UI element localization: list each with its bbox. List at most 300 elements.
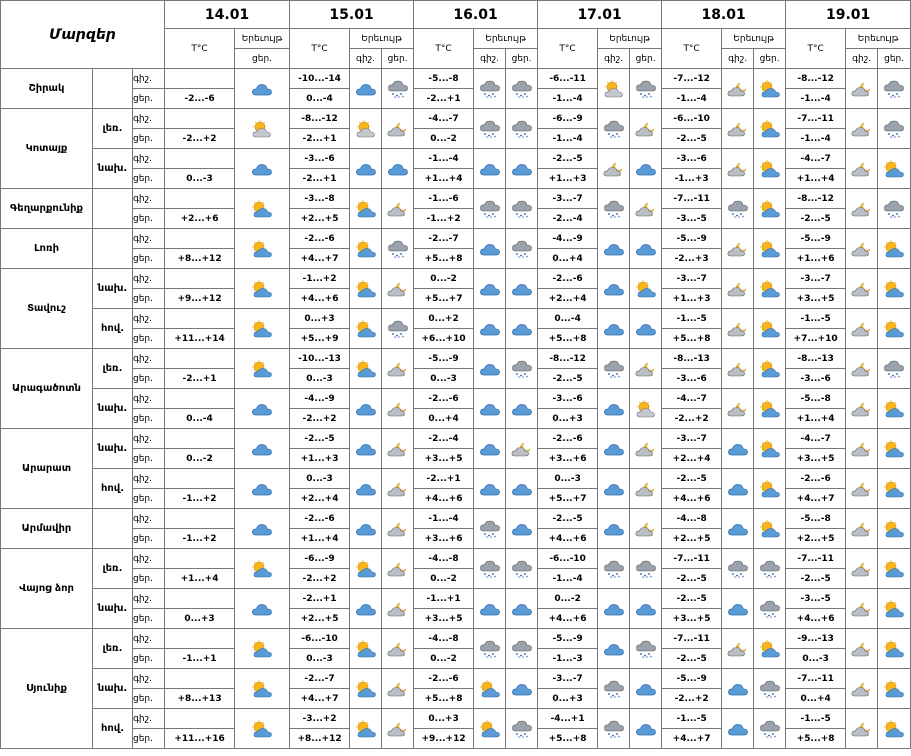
cloud-icon [598, 309, 630, 349]
cloud-icon [474, 309, 506, 349]
day-label: ցեր. [133, 89, 165, 109]
cloud-icon [598, 389, 630, 429]
temperature-range: -4...-8 [414, 549, 474, 569]
cloud-icon [598, 469, 630, 509]
cloud-snow-icon [474, 509, 506, 549]
day-label: ցեր. [133, 289, 165, 309]
cloud-moon-icon [722, 309, 754, 349]
cloud-snow-icon [506, 69, 538, 109]
temperature-range: -2...-6 [290, 509, 350, 529]
province-name: Արագածոտն [1, 349, 93, 429]
temperature-range: 0...+3 [165, 609, 235, 629]
day-label: ցեր. [133, 169, 165, 189]
temperature-range: -3...-6 [290, 149, 350, 169]
temperature-range: -4...-8 [662, 509, 722, 529]
date-header: 17.01 [538, 1, 662, 29]
temperature-range: -2...-4 [414, 429, 474, 449]
table-row [1, 469, 911, 489]
temperature-range: +9...+12 [165, 289, 235, 309]
sun-cloud-blue-icon [754, 269, 786, 309]
temperature-range: -1...-4 [538, 89, 598, 109]
night-label: գիշ. [133, 269, 165, 289]
temperature-range: -5...-9 [414, 349, 474, 369]
night-label: գիշ. [133, 149, 165, 169]
temperature-range: +2...+4 [538, 289, 598, 309]
cloud-icon [506, 389, 538, 429]
temperature-range: 0...-3 [538, 469, 598, 489]
night-label: գիշ. [133, 229, 165, 249]
sun-cloud-blue-icon [878, 709, 911, 749]
temperature-range: -2...-5 [538, 369, 598, 389]
day-label: ցեր. [133, 249, 165, 269]
temperature-range: -4...-9 [538, 229, 598, 249]
sun-cloud-grey-icon [235, 109, 290, 149]
weather-column-header: Երեւույթ [722, 29, 786, 49]
day-column-header: ցեր. [630, 49, 662, 69]
cloud-icon [630, 309, 662, 349]
temperature-range: -1...-4 [414, 149, 474, 169]
weather-column-header: Երեւույթ [846, 29, 911, 49]
sun-cloud-blue-icon [474, 709, 506, 749]
temperature-range [165, 229, 235, 249]
temperature-range [165, 269, 235, 289]
zone-name: նախ. [93, 269, 133, 309]
cloud-icon [506, 309, 538, 349]
temperature-range: -1...-4 [662, 89, 722, 109]
temperature-range: -2...-6 [786, 469, 846, 489]
table-row [1, 589, 911, 609]
temperature-range: -2...-5 [786, 209, 846, 229]
temperature-range: -8...-12 [290, 109, 350, 129]
temperature-range: -2...+1 [290, 129, 350, 149]
cloud-icon [350, 389, 382, 429]
sun-cloud-blue-icon [754, 429, 786, 469]
cloud-moon-icon [722, 109, 754, 149]
night-column-header: գիշ. [722, 49, 754, 69]
temperature-range: -3...-6 [662, 149, 722, 169]
temperature-range: -4...-7 [662, 389, 722, 409]
night-label: գիշ. [133, 469, 165, 489]
temperature-range: 0...-2 [414, 129, 474, 149]
sun-cloud-blue-icon [878, 149, 911, 189]
temperature-range: -4...-8 [414, 629, 474, 649]
temperature-range: -2...-6 [538, 269, 598, 289]
night-label: գիշ. [133, 509, 165, 529]
day-label: ցեր. [133, 329, 165, 349]
province-name: Գեղարքունիք [1, 189, 93, 229]
temperature-range: -2...-7 [290, 669, 350, 689]
temperature-range: -1...-4 [786, 89, 846, 109]
zone-name [93, 69, 133, 109]
temperature-range: +1...+4 [786, 409, 846, 429]
sun-cloud-grey-icon [630, 389, 662, 429]
temperature-range: +5...+8 [662, 329, 722, 349]
temperature-range: -3...-8 [290, 189, 350, 209]
temperature-range: -2...+2 [662, 689, 722, 709]
zone-name: լեռ. [93, 349, 133, 389]
cloud-snow-icon [506, 229, 538, 269]
temperature-range: +1...+3 [662, 289, 722, 309]
temperature-range: 0...-2 [538, 589, 598, 609]
temperature-range: +4...+6 [786, 609, 846, 629]
cloud-icon [474, 469, 506, 509]
temperature-range: -8...-12 [786, 69, 846, 89]
cloud-icon [506, 669, 538, 709]
cloud-icon [722, 469, 754, 509]
sun-cloud-blue-icon [878, 669, 911, 709]
temperature-range: +1...+3 [538, 169, 598, 189]
temperature-range: -1...+1 [414, 589, 474, 609]
temperature-range: 0...-3 [290, 649, 350, 669]
cloud-icon [722, 429, 754, 469]
cloud-snow-icon [878, 349, 911, 389]
temperature-range: +4...+6 [290, 289, 350, 309]
sun-cloud-blue-icon [235, 709, 290, 749]
zone-name [93, 189, 133, 229]
temperature-range: -2...-5 [662, 569, 722, 589]
cloud-moon-icon [846, 669, 878, 709]
temperature-range: -2...+2 [290, 409, 350, 429]
temperature-range: +5...+9 [290, 329, 350, 349]
cloud-moon-icon [846, 269, 878, 309]
temperature-range: -3...-7 [662, 269, 722, 289]
temperature-range: 0...-3 [290, 469, 350, 489]
temperature-range: 0...-4 [290, 89, 350, 109]
temperature-range: +3...+6 [414, 529, 474, 549]
temperature-range: +11...+14 [165, 329, 235, 349]
cloud-moon-icon [722, 229, 754, 269]
cloud-icon [235, 509, 290, 549]
temperature-range: -3...-6 [538, 389, 598, 409]
temperature-range: -3...-5 [662, 209, 722, 229]
temperature-range: -5...-9 [786, 229, 846, 249]
temperature-range: -4...-9 [290, 389, 350, 409]
temperature-range: +2...+4 [290, 489, 350, 509]
day-label: ցեր. [133, 569, 165, 589]
night-label: գիշ. [133, 69, 165, 89]
temperature-range: +3...+5 [786, 449, 846, 469]
date-header: 14.01 [165, 1, 290, 29]
temperature-range: 0...-3 [165, 169, 235, 189]
cloud-icon [722, 589, 754, 629]
temperature-range: 0...+3 [538, 409, 598, 429]
cloud-icon [630, 229, 662, 269]
cloud-snow-icon [598, 109, 630, 149]
night-column-header: գիշ. [474, 49, 506, 69]
temperature-range [165, 69, 235, 89]
cloud-icon [722, 709, 754, 749]
sun-cloud-blue-icon [350, 229, 382, 269]
temperature-range: -2...+1 [290, 589, 350, 609]
day-label: ցեր. [133, 609, 165, 629]
sun-cloud-grey-icon [598, 69, 630, 109]
zone-name: նախ. [93, 389, 133, 429]
temperature-range: -6...-10 [538, 549, 598, 569]
cloud-moon-icon [630, 349, 662, 389]
sun-cloud-grey-icon [350, 109, 382, 149]
date-header: 18.01 [662, 1, 786, 29]
cloud-moon-icon [846, 429, 878, 469]
sun-cloud-blue-icon [350, 189, 382, 229]
sun-cloud-blue-icon [474, 669, 506, 709]
cloud-snow-icon [474, 549, 506, 589]
temperature-range: +1...+4 [786, 169, 846, 189]
cloud-icon [235, 469, 290, 509]
cloud-moon-icon [630, 189, 662, 229]
cloud-snow-icon [630, 629, 662, 669]
cloud-snow-icon [754, 549, 786, 589]
temperature-range [165, 389, 235, 409]
cloud-moon-icon [382, 509, 414, 549]
temperature-range: -2...+1 [290, 169, 350, 189]
cloud-snow-icon [598, 189, 630, 229]
temperature-range: 0...+4 [786, 689, 846, 709]
province-name: Տավուշ [1, 269, 93, 349]
cloud-icon [722, 669, 754, 709]
temperature-range: +4...+7 [786, 489, 846, 509]
temperature-range: -2...+2 [165, 129, 235, 149]
cloud-snow-icon [382, 69, 414, 109]
sun-cloud-blue-icon [878, 269, 911, 309]
day-column-header: ցեր. [235, 49, 290, 69]
sun-cloud-blue-icon [754, 189, 786, 229]
temperature-range: -3...+2 [290, 709, 350, 729]
sun-cloud-blue-icon [754, 629, 786, 669]
temperature-range: -6...-10 [290, 629, 350, 649]
temperature-range: +4...+6 [538, 609, 598, 629]
temperature-range: +5...+7 [414, 289, 474, 309]
temperature-range: +2...+6 [165, 209, 235, 229]
temperature-range [165, 109, 235, 129]
sun-cloud-blue-icon [350, 549, 382, 589]
table-row [1, 69, 911, 89]
date-header: 15.01 [290, 1, 414, 29]
temperature-range: -1...+2 [290, 269, 350, 289]
sun-cloud-blue-icon [754, 309, 786, 349]
table-row [1, 429, 911, 449]
temperature-range: -1...-5 [786, 309, 846, 329]
zone-name: նախ. [93, 589, 133, 629]
cloud-icon [630, 669, 662, 709]
temperature-range [165, 189, 235, 209]
temperature-range [165, 589, 235, 609]
cloud-snow-icon [878, 69, 911, 109]
zone-name: նախ. [93, 669, 133, 709]
temperature-range: +1...+4 [165, 569, 235, 589]
temp-column-header: T°C [538, 29, 598, 69]
cloud-snow-icon [474, 69, 506, 109]
temperature-range: -1...-5 [786, 709, 846, 729]
cloud-icon [630, 709, 662, 749]
sun-cloud-blue-icon [754, 149, 786, 189]
night-label: գիշ. [133, 669, 165, 689]
table-row [1, 349, 911, 369]
cloud-moon-icon [722, 269, 754, 309]
temperature-range: +3...+5 [414, 449, 474, 469]
temperature-range: -2...+1 [165, 369, 235, 389]
sun-cloud-blue-icon [754, 109, 786, 149]
temperature-range: -3...-7 [662, 429, 722, 449]
sun-cloud-blue-icon [878, 509, 911, 549]
cloud-moon-icon [382, 429, 414, 469]
night-column-header: գիշ. [350, 49, 382, 69]
temperature-range: -3...-7 [786, 269, 846, 289]
cloud-icon [235, 429, 290, 469]
temperature-range [165, 549, 235, 569]
temperature-range: -1...+2 [414, 209, 474, 229]
cloud-snow-icon [598, 669, 630, 709]
cloud-moon-icon [846, 69, 878, 109]
zone-name [93, 229, 133, 269]
temperature-range: -3...-7 [538, 189, 598, 209]
temperature-range: -2...-5 [538, 509, 598, 529]
temperature-range: -7...-11 [786, 109, 846, 129]
day-column-header: ցեր. [382, 49, 414, 69]
cloud-moon-icon [506, 429, 538, 469]
sun-cloud-blue-icon [235, 269, 290, 309]
cloud-moon-icon [382, 549, 414, 589]
night-label: գիշ. [133, 709, 165, 729]
cloud-icon [630, 589, 662, 629]
temperature-range: 0...-2 [165, 449, 235, 469]
day-label: ցեր. [133, 489, 165, 509]
day-label: ցեր. [133, 129, 165, 149]
temperature-range: -1...-5 [662, 309, 722, 329]
sun-cloud-blue-icon [754, 229, 786, 269]
zone-name: նախ. [93, 429, 133, 469]
sun-cloud-blue-icon [754, 349, 786, 389]
date-header: 19.01 [786, 1, 911, 29]
temperature-range: +4...+6 [538, 529, 598, 549]
cloud-moon-icon [630, 109, 662, 149]
temperature-range: -4...+1 [538, 709, 598, 729]
temperature-range: -2...-4 [538, 209, 598, 229]
temperature-range: -5...-8 [786, 389, 846, 409]
cloud-moon-icon [382, 589, 414, 629]
temperature-range [165, 309, 235, 329]
sun-cloud-blue-icon [754, 69, 786, 109]
cloud-icon [382, 149, 414, 189]
table-row [1, 669, 911, 689]
temperature-range: +1...+3 [290, 449, 350, 469]
temperature-range: 0...-2 [414, 569, 474, 589]
temperature-range: -2...-7 [414, 229, 474, 249]
cloud-moon-icon [846, 509, 878, 549]
temperature-range: -2...-6 [414, 669, 474, 689]
temperature-range: +2...+5 [786, 529, 846, 549]
temperature-range: -9...-13 [786, 629, 846, 649]
temperature-range: +5...+8 [414, 689, 474, 709]
cloud-moon-icon [846, 389, 878, 429]
temperature-range: -1...-5 [662, 709, 722, 729]
temperature-range: -8...-13 [786, 349, 846, 369]
sun-cloud-blue-icon [350, 669, 382, 709]
cloud-moon-icon [630, 429, 662, 469]
temperature-range: -2...-5 [786, 569, 846, 589]
temperature-range: -2...-5 [662, 649, 722, 669]
night-label: գիշ. [133, 189, 165, 209]
temperature-range: 0...+4 [538, 249, 598, 269]
temperature-range: -1...-4 [538, 129, 598, 149]
province-name: Արմավիր [1, 509, 93, 549]
temperature-range: -1...-4 [538, 569, 598, 589]
zone-name [93, 509, 133, 549]
cloud-moon-icon [382, 629, 414, 669]
province-name: Վայոց ձոր [1, 549, 93, 629]
sun-cloud-blue-icon [235, 629, 290, 669]
temperature-range: +5...+7 [538, 489, 598, 509]
temperature-range: +4...+7 [290, 249, 350, 269]
cloud-icon [598, 229, 630, 269]
temperature-range: -2...-6 [290, 229, 350, 249]
cloud-icon [235, 589, 290, 629]
cloud-icon [630, 149, 662, 189]
temperature-range: -1...+2 [165, 489, 235, 509]
cloud-moon-icon [722, 629, 754, 669]
cloud-icon [506, 269, 538, 309]
sun-cloud-blue-icon [878, 389, 911, 429]
temperature-range: -5...-9 [538, 629, 598, 649]
zone-name: հով. [93, 709, 133, 749]
night-label: գիշ. [133, 389, 165, 409]
sun-cloud-blue-icon [350, 349, 382, 389]
weather-column-header: Երեւույթ [235, 29, 290, 49]
cloud-moon-icon [846, 549, 878, 589]
cloud-moon-icon [382, 109, 414, 149]
province-name: Արարատ [1, 429, 93, 509]
cloud-icon [722, 509, 754, 549]
cloud-snow-icon [722, 549, 754, 589]
temperature-range: +8...+12 [165, 249, 235, 269]
temperature-range: -2...+2 [662, 409, 722, 429]
temperature-range: 0...-4 [538, 309, 598, 329]
temperature-range: 0...-3 [786, 649, 846, 669]
cloud-icon [474, 349, 506, 389]
temperature-range: +5...+8 [538, 329, 598, 349]
temperature-range: -7...-11 [662, 189, 722, 209]
cloud-icon [350, 509, 382, 549]
cloud-moon-icon [846, 189, 878, 229]
sun-cloud-blue-icon [235, 189, 290, 229]
cloud-icon [474, 229, 506, 269]
temperature-range: -2...-6 [538, 429, 598, 449]
temperature-range: +2...+5 [290, 209, 350, 229]
cloud-snow-icon [754, 669, 786, 709]
temperature-range [165, 669, 235, 689]
cloud-moon-icon [630, 469, 662, 509]
temperature-range: +2...+5 [662, 529, 722, 549]
cloud-snow-icon [474, 629, 506, 669]
temperature-range: -5...-8 [786, 509, 846, 529]
cloud-icon [598, 269, 630, 309]
sun-cloud-blue-icon [878, 469, 911, 509]
table-row [1, 389, 911, 409]
sun-cloud-blue-icon [878, 309, 911, 349]
temperature-range: +4...+6 [414, 489, 474, 509]
cloud-snow-icon [474, 109, 506, 149]
province-name: Կոտայք [1, 109, 93, 189]
cloud-icon [474, 269, 506, 309]
weather-column-header: Երեւույթ [598, 29, 662, 49]
temperature-range: 0...+2 [414, 309, 474, 329]
cloud-snow-icon [754, 589, 786, 629]
cloud-moon-icon [382, 389, 414, 429]
temperature-range: -3...-7 [538, 669, 598, 689]
cloud-snow-icon [474, 189, 506, 229]
date-header: 16.01 [414, 1, 538, 29]
weather-column-header: Երեւույթ [350, 29, 414, 49]
zone-name: նախ. [93, 149, 133, 189]
